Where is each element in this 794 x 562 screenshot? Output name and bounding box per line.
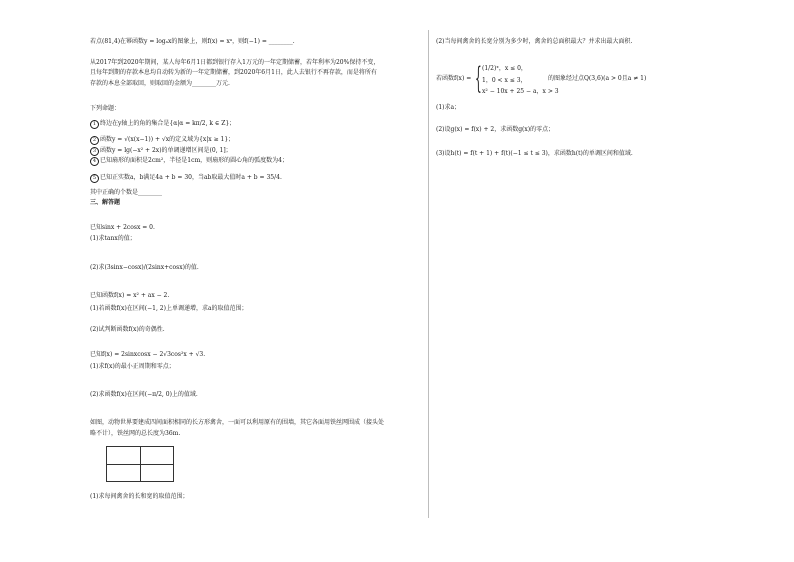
proposition-item xyxy=(90,174,282,183)
piecewise-case-2: 1，0 < x ≤ 3， xyxy=(482,77,527,84)
piecewise-prefix: 若函数f(x) = xyxy=(436,75,472,82)
question-piecewise-part-3: (3)设h(t) = f(t + 1) + f(t)(−1 ≤ t ≤ 3)，求函数h(t)的单调区间和值域. xyxy=(436,150,633,157)
question-quadratic-part-2: (2)试判断函数f(x)的奇偶性. xyxy=(90,326,165,333)
proposition-item xyxy=(90,157,288,166)
proposition-text: 函数y = √(x(x−1)) + √x的定义域为{x|x ≥ 1}； xyxy=(100,136,235,143)
circled-number: 5 xyxy=(90,174,99,183)
question-enclosure-line-2: 略不计），铁丝网的总长度为36m. xyxy=(90,430,181,437)
piecewise-case-1: (1/2)ˣ，x ≤ 0， xyxy=(482,65,527,72)
pen-cell xyxy=(140,464,174,482)
question-quadratic-part-1: (1)若函数f(x)在区间(−1, 2)上单调递增，求a的取值范围； xyxy=(90,305,248,312)
pen-cell xyxy=(140,447,174,465)
question-quadratic-intro: 已知函数f(x) = x² + ax − 2. xyxy=(90,292,170,299)
proposition-item xyxy=(90,136,234,145)
piecewise-brace: { xyxy=(475,61,482,96)
proposition-text: 终边在y轴上的角的集合是{α|α = kπ/2, k ∈ Z}； xyxy=(100,120,236,127)
question-deposit-line-3: 存款的本息全部取回，则取回的金额为________万元. xyxy=(90,80,230,87)
question-propositions-answer: 其中正确的个数是________ xyxy=(90,189,163,196)
question-piecewise-part-1: (1)求a； xyxy=(436,104,461,111)
question-sin-cos-part-2: (2)求函数f(x)在区间(−π/2, 0)上的值域. xyxy=(90,391,198,398)
question-enclosure-line-1: 如图，动物世界要建成四间面积相同的长方形禽舍，一面可以利用原有的围墙，其它各面用铁丝网围成（接头处 xyxy=(90,419,385,426)
question-piecewise-part-2: (2)设g(x) = f(x) + 2，求函数g(x)的零点； xyxy=(436,126,555,133)
question-deposit-line-2: 且每年到期的存款本息均自动转为新的一年定期储蓄，到2020年6月1日，此人去银行不再存款，而是将所有 xyxy=(90,69,377,76)
circled-number: 2 xyxy=(90,136,99,145)
figure-spacer xyxy=(174,464,181,482)
question-enclosure-part-2: (2)当每间禽舍的长宽分别为多少时，禽舍的总面积最大？并求出最大面积. xyxy=(436,38,633,45)
pen-cell xyxy=(107,447,141,465)
proposition-text: 已知扇形的面积是2cm²，半径是1cm，则扇形的圆心角的弧度数为4； xyxy=(100,157,288,164)
question-trig-part-1: (1)求tanx的值； xyxy=(90,235,136,242)
piecewise-case-3: x² − 10x + 25 − a，x > 3 xyxy=(482,88,559,95)
question-sin-cos-part-1: (1)求f(x)的最小正周期和零点； xyxy=(90,363,175,370)
proposition-item xyxy=(90,147,232,156)
pen-cell xyxy=(107,464,141,482)
proposition-text: 函数y = lg(−x² + 2x)的单调递增区间是(0, 1]； xyxy=(100,147,232,154)
enclosure-figure xyxy=(100,446,180,482)
question-trig-part-2: (2)求(3sinx−cosx)/(2sinx+cosx)的值. xyxy=(90,264,199,271)
question-enclosure-part-1: (1)求每间禽舍的长和宽的取值范围； xyxy=(90,493,189,500)
circled-number: 4 xyxy=(90,157,99,166)
question-trig-intro: 已知sinx + 2cosx = 0. xyxy=(90,224,155,231)
question-sin-cos-intro: 已知f(x) = 2sinxcosx − 2√3cos²x + √3. xyxy=(90,351,206,358)
circled-number: 1 xyxy=(90,120,99,129)
proposition-text: 已知正实数a，b满足4a + b = 30，当ab取最大值时a + b = 35/4. xyxy=(100,174,282,181)
circled-number: 3 xyxy=(90,147,99,156)
wall-extension xyxy=(174,447,181,465)
section-heading: 三、解答题 xyxy=(90,199,121,206)
question-propositions-intro: 下列命题： xyxy=(90,105,121,112)
column-divider xyxy=(428,30,429,518)
question-deposit-line-1: 从2017年到2020年期间，某人每年6月1日都到银行存入1万元的一年定期储蓄，若年利率为20%保持不变， xyxy=(90,59,380,66)
question-power-function: 若点(81,4)在幂函数y = logₐx的图象上，则f(x) = xᵃ，则f(−1) = ________. xyxy=(90,38,295,45)
piecewise-suffix: 的图象经过点Q(3,6)(a > 0且a ≠ 1) xyxy=(548,75,647,82)
proposition-item xyxy=(90,120,235,129)
